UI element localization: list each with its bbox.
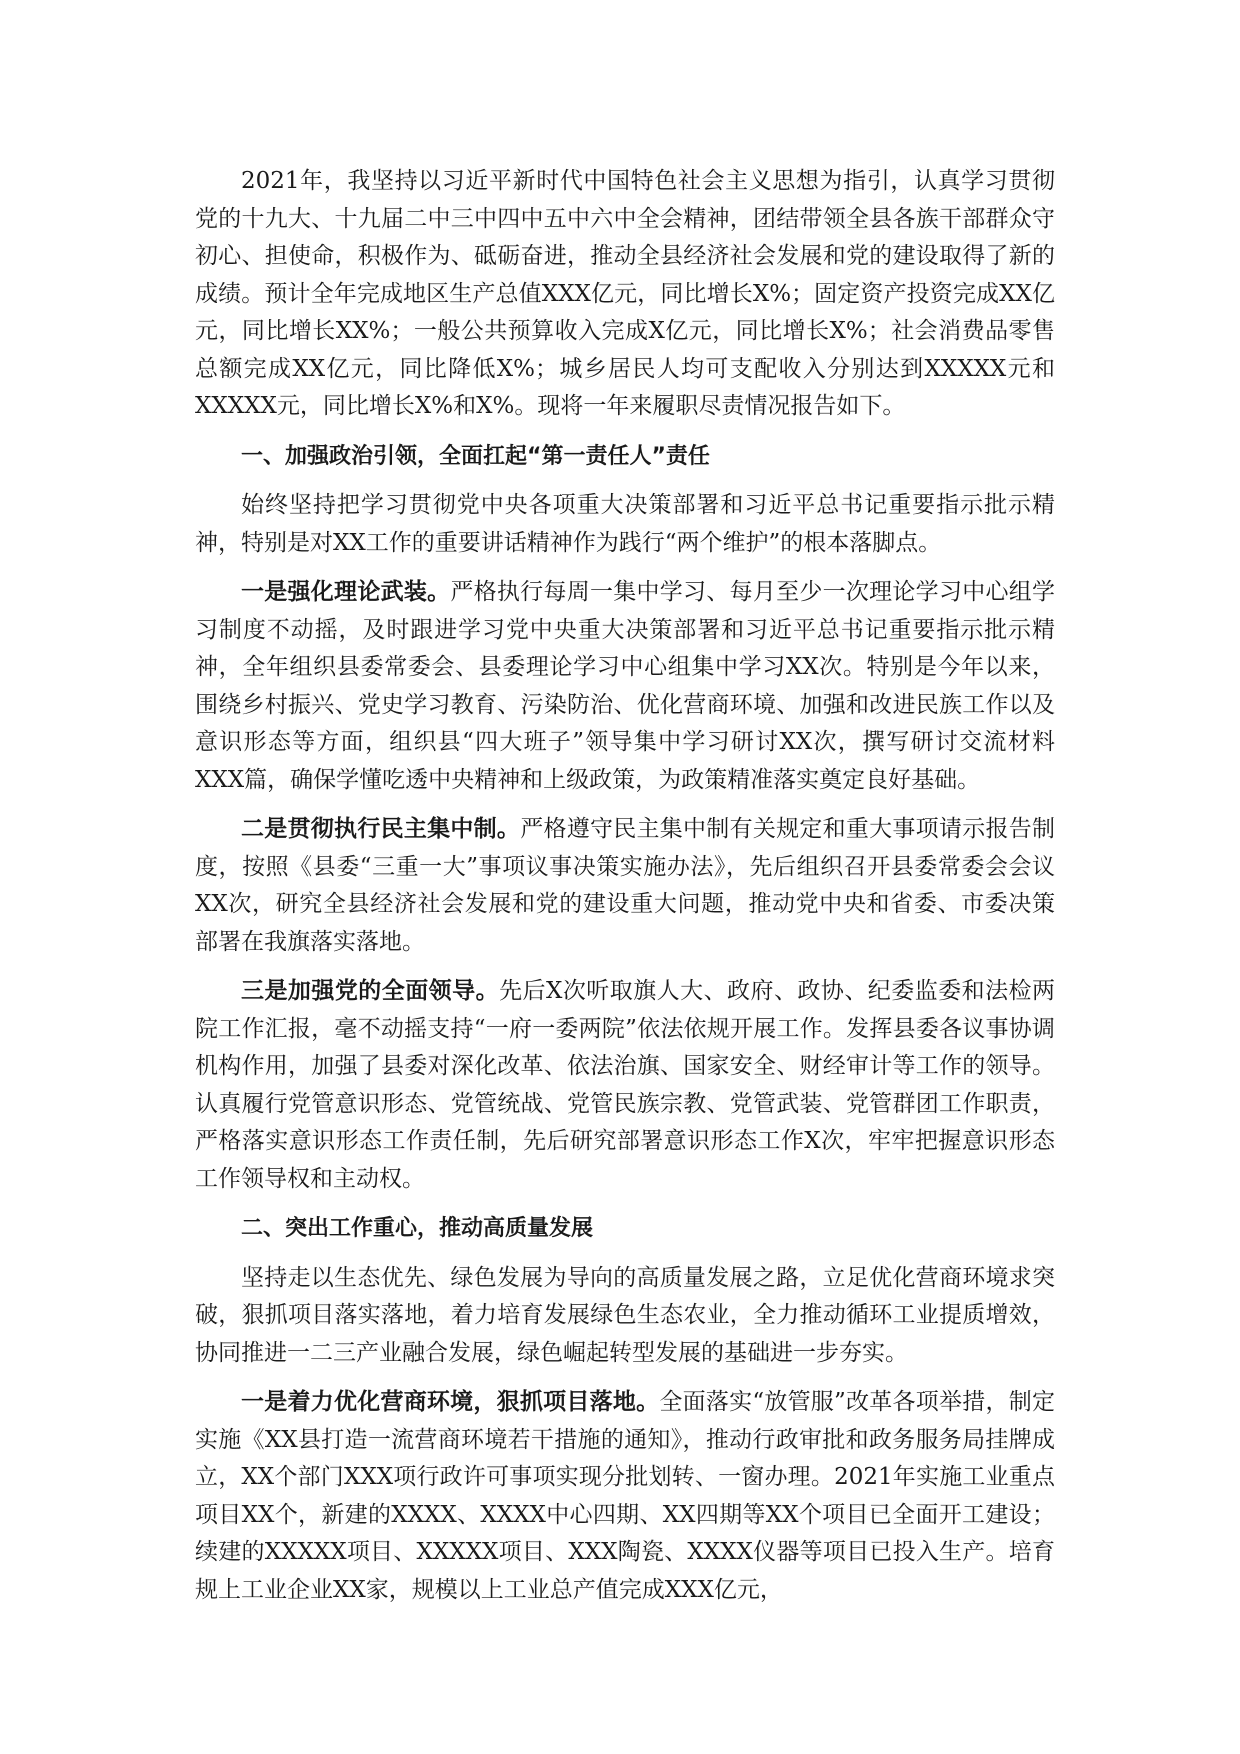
lead-phrase: 二是贯彻执行民主集中制。 (241, 816, 521, 842)
heading-text: 一、加强政治引领，全面扛起“第一责任人”责任 (241, 443, 710, 469)
section-heading-1 (195, 438, 1055, 476)
paragraph-text: 坚持走以生态优先、绿色发展为导向的高质量发展之路，立足优化营商环境求突破，狠抓项目落实落地，着力培育发展绿色生态农业，全力推动循环工业提质增效，协同推进一二三产业融合发展，绿色崛起转型发展的基础进一步夯实。 (195, 1264, 1055, 1366)
paragraph-text: 严格遵守民主集中制有关规定和重大事项请示报告制度，按照《县委“三重一大”事项议事决策实施办法》，先后组织召开县委常委会会议XX次，研究全县经济社会发展和党的建设重大问题，推动党中央和省委、市委决策部署在我旗落实落地。 (195, 816, 1056, 955)
section-2-intro-paragraph (195, 1260, 1055, 1373)
section-1-item-1-paragraph (195, 574, 1055, 799)
section-heading-2 (195, 1210, 1055, 1248)
section-2-item-1-paragraph (195, 1384, 1055, 1609)
paragraph-text: 严格执行每周一集中学习、每月至少一次理论学习中心组学习制度不动摇，及时跟进学习党中央重大决策部署和习近平总书记重要指示批示精神，全年组织县委常委会、县委理论学习中心组集中学习XX次。特别是今年以来，围绕乡村振兴、党史学习教育、污染防治、优化营商环境、加强和改进民族工作以及意识形态等方面，组织县“四大班子”领导集中学习研讨XX次，撰写研讨交流材料XXX篇，确保学懂吃透中央精神和上级政策，为政策精准落实奠定良好基础。 (195, 579, 1056, 793)
lead-phrase: 一是着力优化营商环境，狠抓项目落地。 (241, 1389, 660, 1415)
intro-paragraph (195, 163, 1055, 426)
paragraph-text: 2021年，我坚持以习近平新时代中国特色社会主义思想为指引，认真学习贯彻党的十九大、十九届二中三中四中五中六中全会精神，团结带领全县各族干部群众守初心、担使命，积极作为、砥砺奋进，推动全县经济社会发展和党的建设取得了新的成绩。预计全年完成地区生产总值XXX亿元，同比增长X%；固定资产投资完成XX亿元，同比增长XX%；一般公共预算收入完成X亿元，同比增长X%；社会消费品零售总额完成XX亿元，同比降低X%；城乡居民人均可支配收入分别达到XXXXX元和XXXXX元，同比增长X%和X%。现将一年来履职尽责情况报告如下。 (195, 168, 1055, 419)
lead-phrase: 一是强化理论武装。 (241, 579, 451, 605)
paragraph-text: 始终坚持把学习贯彻党中央各项重大决策部署和习近平总书记重要指示批示精神，特别是对XX工作的重要讲话精神作为践行“两个维护”的根本落脚点。 (195, 492, 1055, 556)
document-body (195, 163, 1055, 1609)
section-1-intro-paragraph (195, 487, 1055, 562)
section-1-item-2-paragraph (195, 811, 1055, 961)
section-1-item-3-paragraph (195, 973, 1055, 1198)
heading-text: 二、突出工作重心，推动高质量发展 (241, 1216, 594, 1241)
paragraph-text: 全面落实“放管服”改革各项举措，制定实施《XX县打造一流营商环境若干措施的通知》，推动行政审批和政务服务局挂牌成立，XX个部门XXX项行政许可事项实现分批划转、一窗办理。2021年实施工业重点项目XX个，新建的XXXX、XXXX中心四期、XX四期等XX个项目已全面开工建设；续建的XXXXX项目、XXXXX项目、XXX陶瓷、XXXX仪器等项目已投入生产。培育规上工业企业XX家，规模以上工业总产值完成XXX亿元， (195, 1389, 1055, 1603)
paragraph-text: 先后X次听取旗人大、政府、政协、纪委监委和法检两院工作汇报，毫不动摇支持“一府一委两院”依法依规开展工作。发挥县委各议事协调机构作用，加强了县委对深化改革、依法治旗、国家安全、财经审计等工作的领导。认真履行党管意识形态、党管统战、党管民族宗教、党管武装、党管群团工作职责，严格落实意识形态工作责任制，先后研究部署意识形态工作X次，牢牢把握意识形态工作领导权和主动权。 (195, 978, 1056, 1192)
lead-phrase: 三是加强党的全面领导。 (241, 978, 500, 1004)
